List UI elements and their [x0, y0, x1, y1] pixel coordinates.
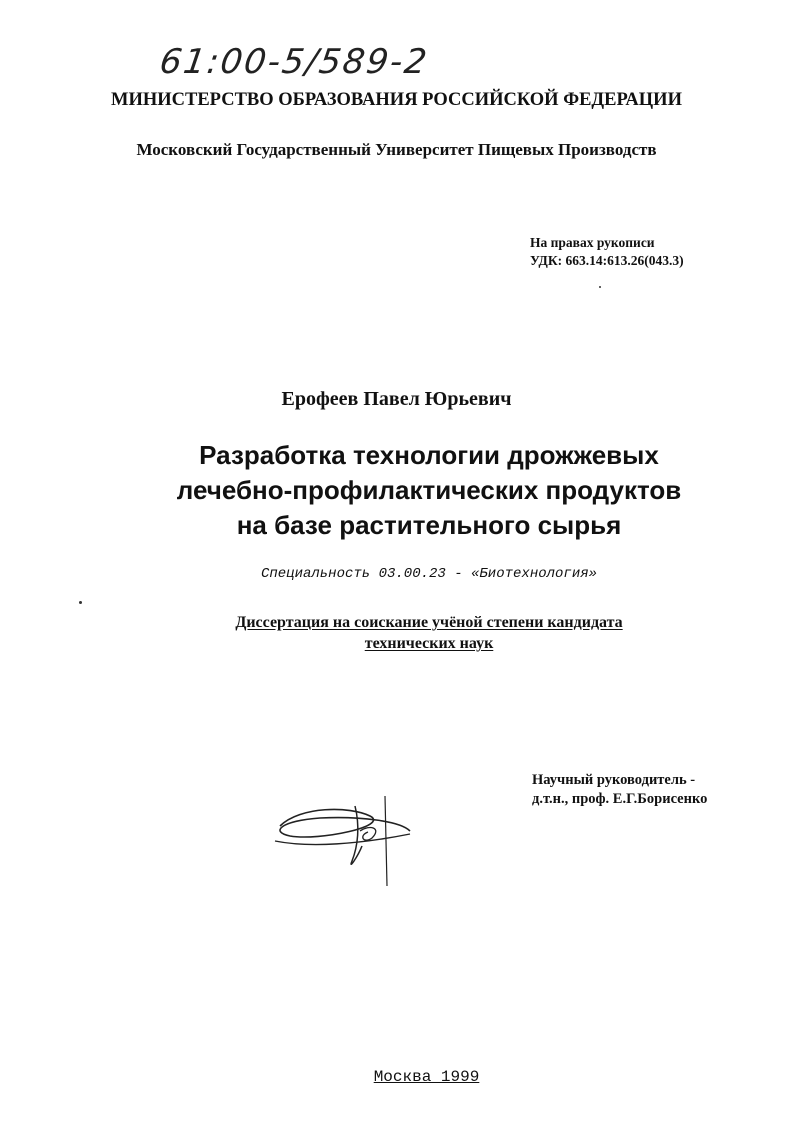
university-name: Московский Государственный Университет Пищевых Производств	[136, 140, 657, 159]
dissertation-title	[0, 438, 793, 543]
supervisor-name: д.т.н., проф. Е.Г.Борисенко	[532, 791, 708, 807]
degree-line-1: Диссертация на соискание учёной степени кандидата	[235, 614, 623, 631]
scan-speck	[79, 601, 82, 604]
city-year: Москва 1999	[373, 1068, 480, 1086]
specialty-line: Специальность 03.00.23 - «Биотехнология»	[260, 566, 598, 582]
dissertation-degree	[0, 612, 793, 654]
title-line-2: лечебно-профилактических продуктов	[176, 475, 682, 505]
degree-line-2: технических наук	[364, 635, 494, 652]
supervisor-label: Научный руководитель -	[532, 772, 696, 788]
supervisor-block	[532, 771, 707, 809]
rights-label: На правах рукописи	[530, 235, 655, 250]
author-name: Ерофеев Павел Юрьевич	[281, 388, 512, 410]
udc-code: УДК: 663.14:613.26(043.3)	[530, 253, 684, 268]
scan-speck	[599, 286, 601, 288]
handwritten-signature-icon	[260, 786, 440, 896]
archive-code-handwritten: 61:00-5/589-2	[157, 42, 431, 82]
rights-block	[530, 234, 684, 270]
title-line-1: Разработка технологии дрожжевых	[199, 440, 659, 470]
title-line-3: на базе растительного сырья	[236, 510, 622, 540]
ministry-heading: МИНИСТЕРСТВО ОБРАЗОВАНИЯ РОССИЙСКОЙ ФЕДЕРАЦИИ	[111, 90, 682, 110]
